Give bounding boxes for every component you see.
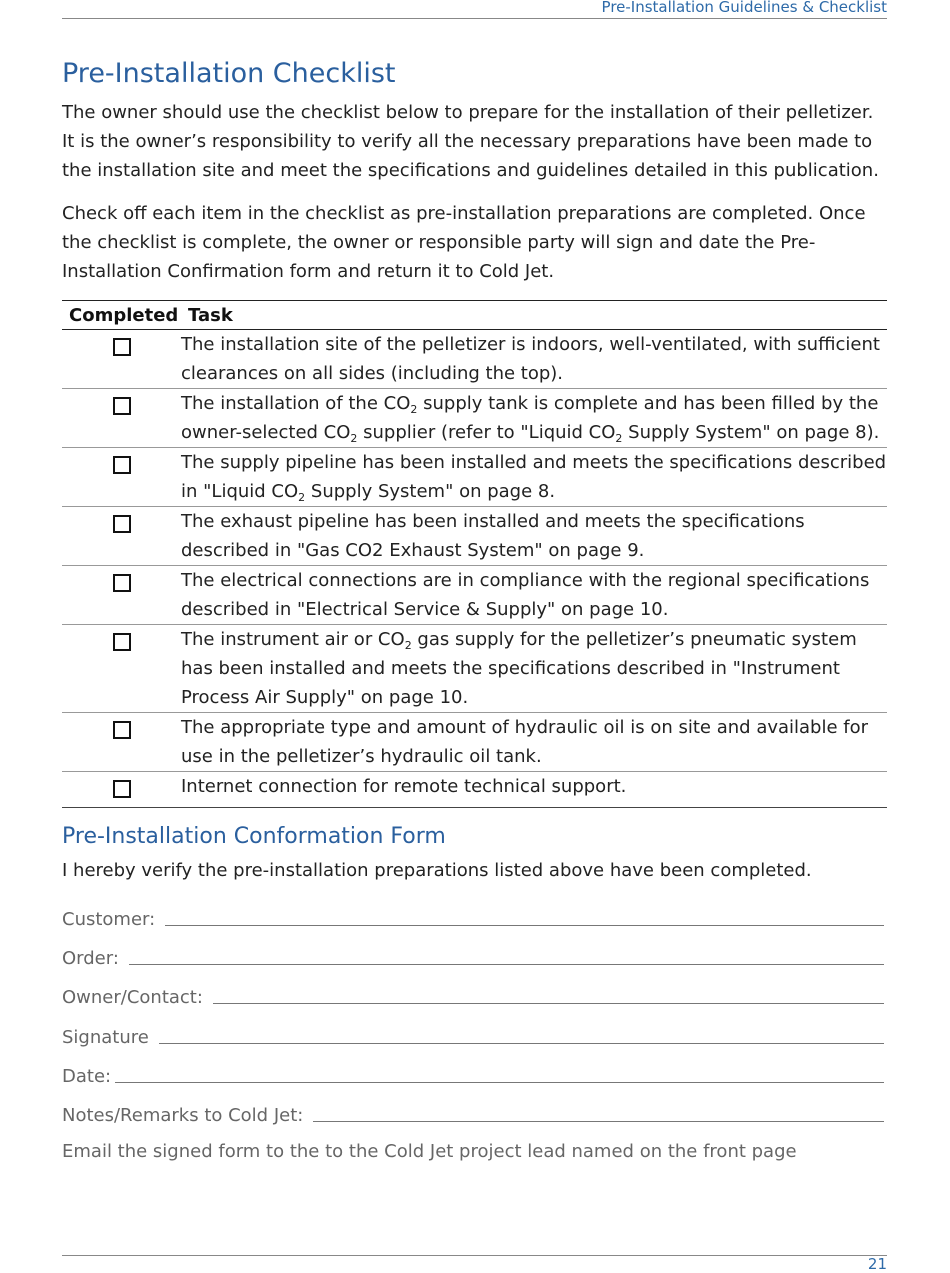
checklist-header-row [62,301,887,330]
checklist-row [62,448,887,507]
task-text: The exhaust pipeline has been installed and meets the specifications described in "Gas CO2 Exhaust System" on page 9. [181,507,887,566]
checklist-row [62,566,887,625]
task-text: The instrument air or $CO_2$ gas supply for the pelletizer’s pneumatic system has been installed and meets the specifications described in "Instrument Process Air Supply" on page 10. [181,625,887,713]
page-title: Pre-Installation Checklist [62,58,396,89]
date-line[interactable] [115,1081,884,1083]
order-field[interactable] [62,943,884,969]
page-header [62,0,887,19]
task-text: The supply pipeline has been installed and meets the specifications described in "Liquid $CO_2$ Supply System" on page 8. [181,448,887,507]
task-text: The electrical connections are in compliance with the regional specifications described in "Electrical Service & Supply" on page 10. [181,566,887,625]
page-number: 21 [867,1255,887,1273]
date-label: Date: [62,1066,112,1087]
checkbox[interactable] [113,338,131,356]
form-title: Pre-Installation Conformation Form [62,824,446,849]
task-text: Internet connection for remote technical support. [181,772,887,808]
signature-label: Signature [62,1027,155,1048]
checklist-row [62,625,887,713]
checkbox[interactable] [113,574,131,592]
owner-contact-field[interactable] [62,982,884,1008]
checkbox[interactable] [113,633,131,651]
email-instruction: Email the signed form to the to the Cold Jet project lead named on the front page [62,1141,797,1162]
owner-contact-label: Owner/Contact: [62,987,209,1008]
checklist-row [62,389,887,448]
checklist-row [62,772,887,808]
order-line[interactable] [129,963,884,965]
order-label: Order: [62,948,125,969]
signature-field[interactable] [62,1022,884,1048]
checklist-row [62,713,887,772]
checklist-row [62,507,887,566]
checkbox[interactable] [113,456,131,474]
date-field[interactable] [62,1061,884,1087]
completed-column-header: Completed [62,301,181,330]
task-text: The installation site of the pelletizer is indoors, well-ventilated, with sufficient clearances on all sides (including the top). [181,330,887,389]
task-text: The installation of the $CO_2$ supply tank is complete and has been filled by the owner-selected $CO_2$ supplier (refer to "Liquid $CO_2$ Supply System" on page 8). [181,389,887,448]
checkbox[interactable] [113,397,131,415]
intro-paragraph-2: Check off each item in the checklist as pre-installation preparations are completed. Once the checklist is complete, the owner or responsible party will sign and date the Pre-Installation Confirmation form and return it to Cold Jet. [62,203,866,282]
checkbox[interactable] [113,780,131,798]
checkbox[interactable] [113,515,131,533]
task-column-header: Task [181,301,887,330]
signature-line[interactable] [159,1042,884,1044]
notes-field[interactable] [62,1100,884,1126]
notes-label: Notes/Remarks to Cold Jet: [62,1105,310,1126]
customer-field[interactable] [62,904,884,930]
checklist-row [62,330,887,389]
page-footer [62,1255,887,1273]
running-title: Pre-Installation Guidelines & Checklist [601,0,887,16]
task-text: The appropriate type and amount of hydraulic oil is on site and available for use in the pelletizer’s hydraulic oil tank. [181,713,887,772]
notes-line[interactable] [313,1120,884,1122]
checkbox[interactable] [113,721,131,739]
customer-label: Customer: [62,909,161,930]
owner-contact-line[interactable] [213,1002,884,1004]
intro-paragraph-1: The owner should use the checklist below to prepare for the installation of their pelletizer. It is the owner’s responsibility to verify all the necessary preparations have been made to the installation site and meet the specifications and guidelines detailed in this publication. [62,102,879,181]
verification-statement: I hereby verify the pre-installation preparations listed above have been completed. [62,860,812,881]
customer-line[interactable] [165,924,884,926]
checklist-table [62,300,887,808]
